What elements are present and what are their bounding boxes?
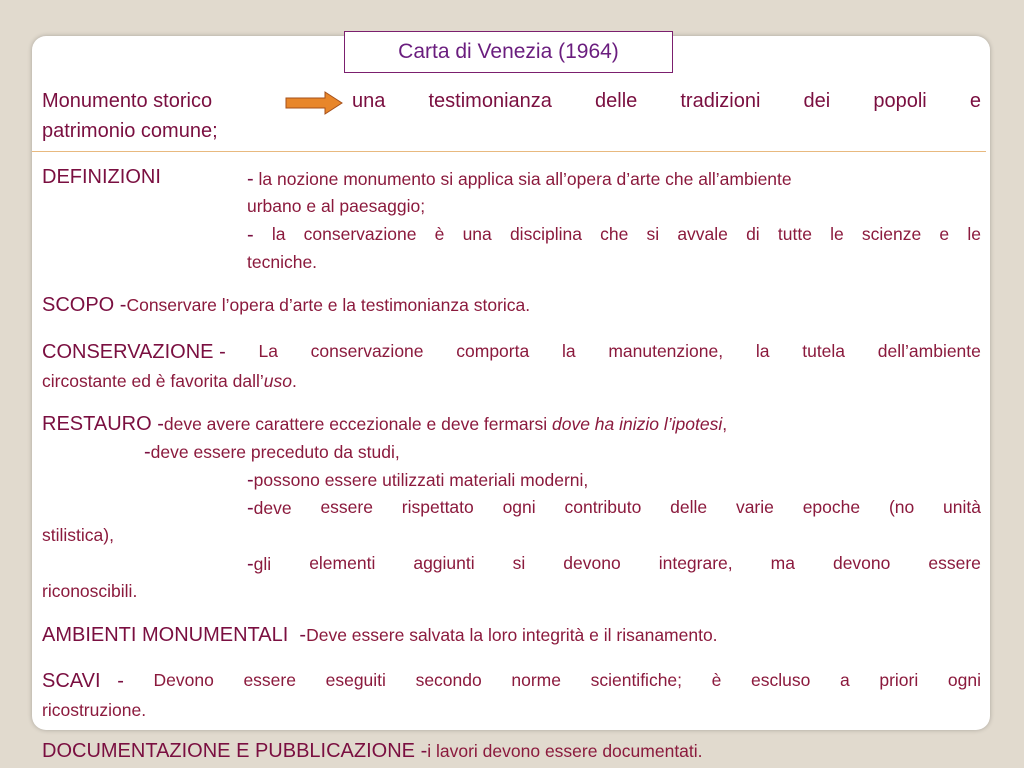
word: eseguiti xyxy=(325,670,386,690)
documentazione-text: i lavori devono essere documentati. xyxy=(427,741,703,761)
punctuation: , xyxy=(722,414,728,434)
word: dei xyxy=(803,90,831,112)
restauro-italic: dove ha inizio l’ipotesi xyxy=(551,414,723,434)
ambienti-text: Deve essere salvata la loro integrità e il risanamento. xyxy=(306,625,718,645)
slide-title-text: Carta di Venezia (1964) xyxy=(398,40,619,63)
word: scienze xyxy=(861,224,922,244)
word: ma xyxy=(770,553,795,573)
restauro-line4 xyxy=(247,497,981,520)
restauro-line3 xyxy=(247,469,981,492)
word: avvale xyxy=(677,224,728,244)
word: si xyxy=(512,553,526,573)
word: popoli xyxy=(873,90,927,112)
word: elementi xyxy=(309,553,376,573)
ambienti-line xyxy=(42,624,981,647)
word: è xyxy=(434,224,445,244)
documentazione-keyword: DOCUMENTAZIONE E PUBBLICAZIONE - xyxy=(42,740,428,762)
word: conservazione xyxy=(310,341,424,361)
monumento-line2-text: patrimonio comune; xyxy=(42,120,218,142)
word: deve xyxy=(253,498,292,518)
word: comporta xyxy=(456,341,530,361)
word: tradizioni xyxy=(680,90,761,112)
word: varie xyxy=(735,497,774,517)
definizioni-item1-line1 xyxy=(247,168,981,191)
conservazione-line2 xyxy=(42,371,981,392)
definizioni-item1-line2-text: urbano e al paesaggio; xyxy=(247,196,426,216)
dash: - xyxy=(247,553,254,575)
word: unità xyxy=(943,497,981,517)
word: tutela xyxy=(802,341,846,361)
word: una xyxy=(352,90,386,112)
section-divider xyxy=(32,151,986,152)
word: di xyxy=(746,224,760,244)
scopo-text: Conservare l’opera d’arte e la testimonianza storica. xyxy=(126,295,531,315)
monumento-label: Monumento storico xyxy=(42,90,213,112)
word: le xyxy=(967,224,981,244)
word: e xyxy=(969,90,981,112)
scopo-keyword: SCOPO - xyxy=(42,294,127,316)
word: testimonianza xyxy=(428,90,552,112)
word: delle xyxy=(670,497,708,517)
monumento-words xyxy=(352,90,981,113)
word: la xyxy=(561,341,576,361)
dash: - xyxy=(247,469,254,491)
restauro-line5 xyxy=(42,525,981,546)
documentazione-line xyxy=(42,740,981,763)
word: conservazione xyxy=(303,224,417,244)
word: devono xyxy=(563,553,621,573)
dash: - xyxy=(247,224,254,246)
dash: - xyxy=(247,497,254,519)
scavi-line1 xyxy=(42,670,981,693)
punctuation: . xyxy=(292,371,297,391)
word: La xyxy=(258,341,278,361)
conservazione-keyword: CONSERVAZIONE - xyxy=(42,341,226,363)
dash: - xyxy=(247,168,254,190)
word: disciplina xyxy=(509,224,582,244)
word: priori xyxy=(879,670,919,690)
word: la xyxy=(755,341,770,361)
word: e xyxy=(939,224,950,244)
word: gli xyxy=(253,554,272,574)
word: scientifiche; xyxy=(590,670,683,690)
word: a xyxy=(839,670,850,690)
dash: - xyxy=(144,441,151,463)
definizioni-item1-line2 xyxy=(247,196,981,217)
restauro-line7-text: riconoscibili. xyxy=(42,581,138,601)
restauro-keyword: RESTAURO - xyxy=(42,413,164,435)
restauro-line5-text: stilistica), xyxy=(42,525,114,545)
scavi-keyword: SCAVI - xyxy=(42,670,124,692)
definizioni-item2-line2 xyxy=(247,252,981,273)
word: tutte xyxy=(777,224,812,244)
word: rispettato xyxy=(401,497,474,517)
restauro-line2-text: deve essere preceduto da studi, xyxy=(150,442,400,462)
scopo-line xyxy=(42,294,981,317)
word: aggiunti xyxy=(413,553,475,573)
word: che xyxy=(600,224,629,244)
restauro-line2 xyxy=(144,441,981,464)
scavi-line2 xyxy=(42,700,981,721)
scavi-line2-text: ricostruzione. xyxy=(42,700,147,720)
word: delle xyxy=(595,90,638,112)
word: ogni xyxy=(947,670,981,690)
word: epoche xyxy=(802,497,861,517)
word: essere xyxy=(320,497,373,517)
right-arrow-icon xyxy=(285,91,343,115)
word: Devono xyxy=(153,670,214,690)
word: contributo xyxy=(564,497,642,517)
word: (no xyxy=(888,497,915,517)
slide-title xyxy=(344,31,673,73)
definizioni-item1-text: la nozione monumento si applica sia all’opera d’arte che all’ambiente xyxy=(258,169,792,189)
word: si xyxy=(646,224,660,244)
word: ogni xyxy=(502,497,536,517)
restauro-line6 xyxy=(247,553,981,576)
restauro-line7 xyxy=(42,581,981,602)
word: essere xyxy=(243,670,296,690)
monumento-line2 xyxy=(42,120,981,143)
definizioni-item2-line1 xyxy=(247,224,981,247)
word: la xyxy=(271,224,286,244)
restauro-line1 xyxy=(42,413,981,436)
word: le xyxy=(830,224,844,244)
restauro-line3-text: possono essere utilizzati materiali moderni, xyxy=(253,470,589,490)
conservazione-line2-text: circostante ed è favorita dall’ xyxy=(42,371,264,391)
word: dell’ambiente xyxy=(877,341,981,361)
definizioni-item2-line2-text: tecniche. xyxy=(247,252,318,272)
definizioni-keyword: DEFINIZIONI xyxy=(42,166,161,188)
word: essere xyxy=(928,553,981,573)
conservazione-line1 xyxy=(42,341,981,364)
word: una xyxy=(462,224,492,244)
ambienti-keyword: AMBIENTI MONUMENTALI - xyxy=(42,624,307,646)
restauro-line1-text: deve avere carattere eccezionale e deve fermarsi xyxy=(163,414,552,434)
word: norme xyxy=(511,670,561,690)
word: devono xyxy=(832,553,891,573)
word: escluso xyxy=(751,670,811,690)
word: è xyxy=(711,670,722,690)
word: manutenzione, xyxy=(608,341,724,361)
conservazione-italic: uso xyxy=(263,371,293,391)
word: integrare, xyxy=(658,553,733,573)
word: secondo xyxy=(415,670,482,690)
